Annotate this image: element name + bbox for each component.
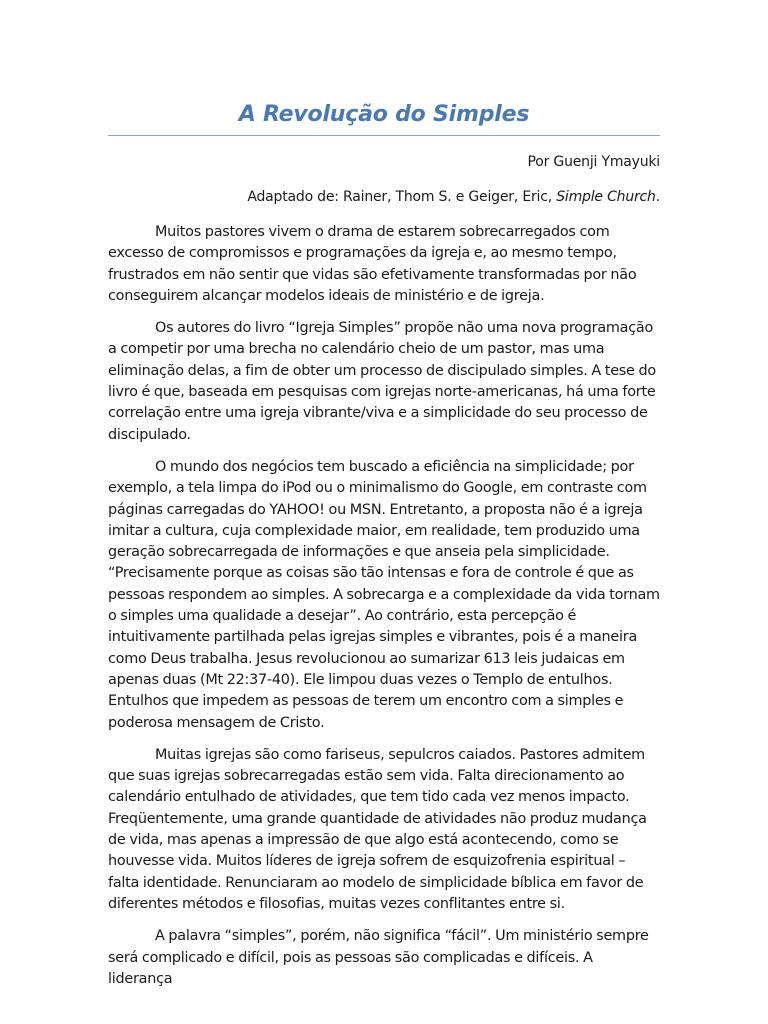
paragraph-5: A palavra “simples”, porém, não significa “fácil”. Um ministério sempre será complicado e difícil, pois as pessoas são complicadas e difíceis. A liderança: [108, 928, 649, 987]
paragraph-3: O mundo dos negócios tem buscado a eficiência na simplicidade; por exemplo, a tela limpa do iPod ou o minimalismo do Google, em contraste com páginas carregadas do YAHOO! ou MSN. Entretanto, a proposta não é a igreja imitar a cultura, cuja complexidade maior, em realidade, tem produzido uma geração sobrecarregada de informações e que anseia pela simplicidade. “Precisamente porque as coisas são tão intensas e fora de controle é que as pessoas respondem ao simples. A sobrecarga e a complexidade da vida tornam o simples uma qualidade a desejar”. Ao contrário, esta percepção é intuitivamente partilhada pelas igrejas simples e vibrantes, pois é a maneira como Deus trabalha. Jesus revolucionou ao sumarizar 613 leis judaicas em apenas duas (Mt 22:37-40). Ele limpou duas vezes o Templo de entulhos. Entulhos que impedem as pessoas de terem um encontro com a simples e poderosa mensagem de Cristo.: [108, 458, 660, 731]
author-byline: Por Guenji Ymayuki: [527, 154, 660, 170]
source-book-title: Simple Church: [556, 189, 656, 205]
paragraph-2: Os autores do livro “Igreja Simples” propõe não uma nova programação a competir por uma brecha no calendário cheio de um pastor, mas uma eliminação delas, a fim de obter um processo de discipulado simples. A tese do livro é que, baseada em pesquisas com igrejas norte-americanas, há uma forte correlação entre uma igreja vibrante/viva e a simplicidade do seu processo de discipulado.: [108, 320, 656, 443]
source-suffix: .: [655, 189, 660, 205]
document-title: A Revolução do Simples: [238, 102, 530, 127]
article-body: [108, 222, 660, 1001]
paragraph-4: Muitas igrejas são como fariseus, sepulcros caiados. Pastores admitem que suas igrejas sobrecarregadas estão sem vida. Falta direcionamento ao calendário entulhado de atividades, que tem tido cada vez menos impacto. Freqüentemente, uma grande quantidade de atividades não produz mudança de vida, mas apenas a impressão de que algo está acontecendo, como se houvesse vida. Muitos líderes de igreja sofrem de esquizofrenia espiritual – falta identidade. Renunciaram ao modelo de simplicidade bíblica em favor de diferentes métodos e filosofias, muitas vezes conflitantes entre si.: [108, 746, 647, 912]
paragraph-1: Muitos pastores vivem o drama de estarem sobrecarregados com excesso de compromissos e programações da igreja e, ao mesmo tempo, frustrados em não sentir que vidas são efetivamente transformadas por não conseguirem alcançar modelos ideais de ministério e de igreja.: [108, 224, 637, 304]
title-divider: [108, 135, 660, 136]
source-citation: [247, 189, 660, 205]
source-prefix: Adaptado de: Rainer, Thom S. e Geiger, Eric,: [247, 189, 557, 205]
